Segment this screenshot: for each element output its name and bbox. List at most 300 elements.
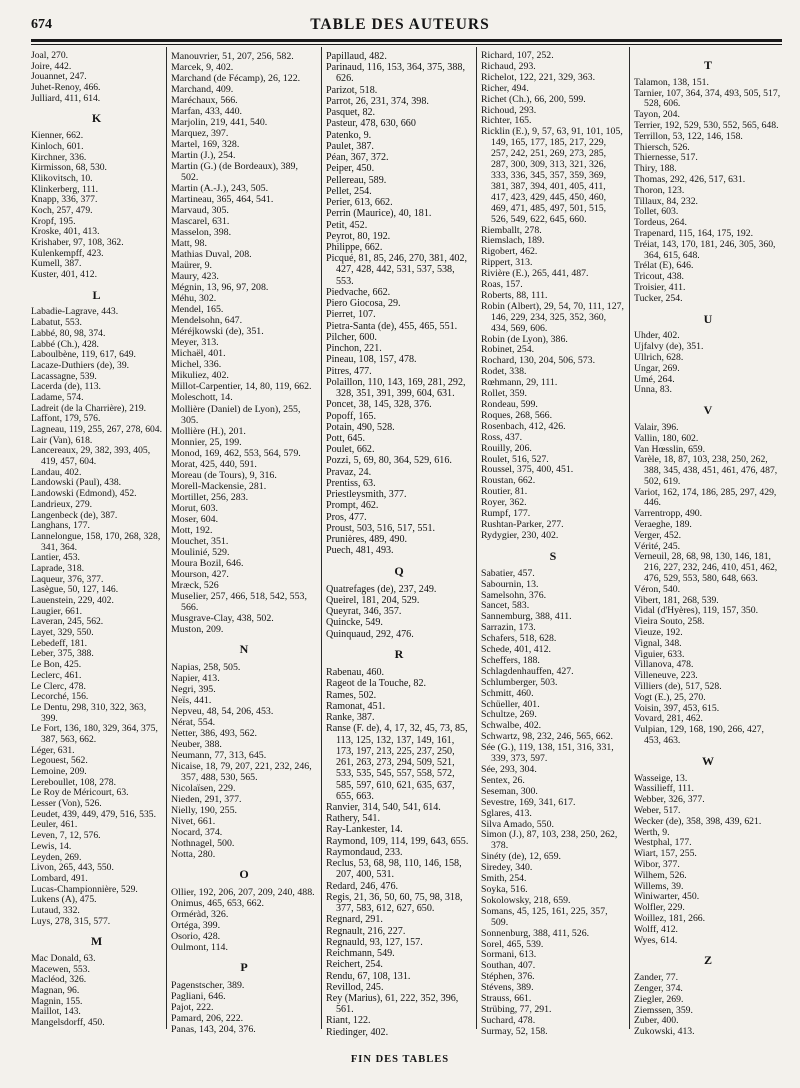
author-entry: Papillaud, 482. [326,51,387,62]
index-column-4 [481,51,625,1038]
author-entry: Monod, 169, 462, 553, 564, 579. [171,447,301,459]
author-entry: Pinchon, 221. [326,343,382,355]
author-entry: Pietra-Santa (de), 455, 465, 551. [326,320,458,332]
author-entry: Marquez, 397. [171,128,229,140]
author-entry: Nepveu, 48, 54, 206, 453. [171,705,274,717]
author-entry: Vieira Souto, 258. [634,616,705,628]
author-entry: Mac Donald, 63. [31,953,96,964]
footer-end-of-tables: FIN DES TABLES [350,1054,450,1065]
author-entry: Rumpf, 177. [481,508,531,520]
author-entry: Macléod, 326. [31,974,87,986]
author-entry: Lucas-Championnière, 529. [31,883,138,895]
author-entry: Laugier, 661. [31,605,83,617]
author-entry: Pravaz, 24. [326,466,372,478]
author-entry: Landowski (Paul), 438. [31,477,122,489]
author-entry: Layet, 329, 550. [31,627,94,639]
author-entry: Nothnagel, 500. [171,838,235,850]
author-entry: Kienner, 662. [31,130,84,142]
author-entry: Schüeller, 401. [481,698,540,710]
author-entry: Zander, 77. [634,972,678,984]
author-entry: Petit, 452. [326,219,368,231]
author-entry: Magnin, 155. [31,995,83,1007]
author-entry: Sinéty (de), 12, 659. [481,851,561,863]
author-entry: Moser, 604. [171,513,219,525]
author-entry: Musgrave-Clay, 438, 502. [171,612,274,624]
author-entry: Robinet, 254. [481,344,535,356]
author-entry: Kuster, 401, 412. [31,269,97,281]
author-entry: Rondeau, 599. [481,399,538,410]
author-entry: Sabournin, 13. [481,578,539,590]
author-entry: Sokolowsky, 218, 659. [481,894,571,906]
author-entry: Queirel, 181, 204, 529. [326,595,420,607]
author-entry: Ullrich, 628. [634,351,684,363]
author-entry: Rœhmann, 29, 111. [481,377,558,389]
author-entry: Mollière (Daniel) de Lyon), 255, 305. [171,403,301,426]
author-entry: Roberts, 88, 111. [481,289,548,301]
author-entry: Krishaber, 97, 108, 362. [31,237,124,248]
author-entry: Suchard, 478. [481,1014,536,1026]
author-entry: Roulet, 516, 527. [481,453,549,465]
author-entry: Onimus, 465, 653, 662. [171,898,264,910]
author-entry: Siredey, 340. [481,862,533,874]
author-entry: Reichmann, 549. [326,948,395,960]
author-entry: Labbé, 80, 98, 374. [31,327,106,339]
author-entry: Labbé (Ch.), 428. [31,338,99,350]
author-entry: Puech, 481, 493. [326,545,394,557]
author-entry: Royer, 362. [481,497,527,509]
author-entry: Millot-Carpentier, 14, 80, 119, 662. [171,381,312,393]
author-entry: Kumell, 387. [31,258,82,270]
author-entry: Perrin (Maurice), 40, 181. [326,208,432,220]
author-entry: Ross, 437. [481,431,523,443]
author-entry: Richaud, 293. [481,60,536,72]
author-entry: Trélat (E), 646. [634,260,694,272]
author-entry: Ricklin (E.), 9, 57, 63, 91, 101, 105, 149, 165, 177, 185, 217, 229, 257, 242, 251, 269, 273, 285, 287, 300, 309, 313, 321, 326, 333, 336, 345, 357, 359, 369, 381, 387, 394, 401, 405, 411, 417, 423, 429, 445, 450, 460, 469, 471, 485, 497, 501, 515, 526, 549, 622, 645, 660. [481,126,623,225]
author-entry: Parinaud, 116, 153, 364, 375, 388, 626. [326,62,465,85]
author-entry: Umé, 264. [634,373,675,385]
author-entry: Michel, 336. [171,359,222,371]
author-entry: Schmitt, 460. [481,687,534,699]
author-entry: Sonnenburg, 388, 411, 526. [481,927,590,939]
page-number: 674 [31,17,52,32]
author-entry: Robin (de Lyon), 386. [481,333,568,345]
author-entry: Legouest, 562. [31,755,88,767]
author-entry: Kirchner, 336. [31,151,87,163]
author-entry: Neumann, 77, 313, 645. [171,749,267,761]
author-entry: Vignal, 348. [634,637,682,649]
author-entry: Ziegler, 269. [634,993,684,1005]
author-entry: Leclerc, 461. [31,669,82,681]
author-entry: Rouilly, 206. [481,442,532,454]
author-entry: Juhet-Renoy, 466. [31,82,101,94]
author-entry: Netter, 386, 493, 562. [171,727,257,739]
author-entry: Valair, 396. [634,421,679,433]
author-entry: Thomas, 292, 426, 517, 631. [634,173,746,185]
author-entry: Mathias Duval, 208. [171,249,252,261]
author-entry: Raymondaud, 233. [326,846,403,858]
author-entry: Leyden, 269. [31,851,82,863]
author-entry: Samelsohn, 376. [481,589,547,601]
author-entry: Pasquet, 82. [326,107,376,119]
author-entry: Lacaze-Duthiers (de), 39. [31,359,130,371]
author-entry: Terrillon, 53, 122, 146, 158. [634,130,743,142]
author-entry: Leber, 375, 388. [31,648,94,660]
author-entry: Le Bon, 425. [31,659,82,671]
author-entry: Notta, 280. [171,849,216,861]
section-letter: L [92,287,101,302]
author-entry: Macewen, 553. [31,963,90,975]
author-entry: Rollet, 359. [481,388,527,400]
author-entry: Viguier, 633. [634,648,685,660]
author-entry: Trapenard, 115, 164, 175, 192. [634,227,754,239]
author-entry: Napier, 413. [171,672,220,684]
author-entry: Vovard, 281, 462. [634,713,703,725]
author-entry: Mræck, 526 [171,579,219,591]
author-entry: Quinquaud, 292, 476. [326,628,414,640]
author-entry: Joire, 442. [31,60,72,72]
author-entry: Schultze, 269. [481,709,537,721]
author-entry: Neuber, 388. [171,738,222,750]
author-entry: Wiart, 157, 255. [634,848,697,860]
author-entry: Meyer, 313. [171,337,219,349]
author-entry: Philippe, 662. [326,241,383,253]
author-entry: Schlumberger, 503. [481,676,558,688]
author-entry: Lagneau, 119, 255, 267, 278, 604. [31,424,163,435]
author-entry: Marcek, 9, 402. [171,62,234,74]
author-entry: Orméràd, 326. [171,909,229,921]
author-entry: Julliard, 411, 614. [31,92,101,104]
author-entry: Pellereau, 589. [326,174,387,186]
author-entry: Peiper, 450. [326,163,375,175]
author-entry: Regnauld, 93, 127, 157. [326,936,423,948]
author-entry: Redard, 246, 476. [326,880,399,892]
author-entry: Smith, 254. [481,873,527,885]
author-entry: Winiwarter, 450. [634,891,700,903]
author-entry: Richoud, 293. [481,104,537,116]
author-entry: Le Fort, 136, 180, 329, 364, 375, 387, 563, 662. [31,723,158,745]
author-entry: Tricout, 438. [634,271,684,283]
author-entry: Sée, 293, 304. [481,764,537,775]
author-entry: Tucker, 254. [634,292,683,304]
author-entry: Tollet, 603. [634,206,679,218]
author-entry: Voisin, 397, 453, 615. [634,702,720,714]
author-entry: Vérité, 245. [634,540,681,552]
author-entry: Labadie-Lagrave, 443. [31,306,119,318]
author-entry: Villeneuve, 223. [634,670,698,682]
author-entry: Ramonat, 451. [326,700,386,712]
author-entry: Richelot, 122, 221, 329, 363. [481,71,596,83]
author-entry: Schafers, 518, 628. [481,633,557,645]
author-entry: Mascarel, 631. [171,216,230,228]
author-entry: Varèle, 18, 87, 103, 238, 250, 262, 388, 345, 438, 451, 461, 476, 487, 502, 619. [634,454,778,487]
author-entry: Sannemburg, 388, 411. [481,611,572,623]
author-entry: Laffont, 179, 576. [31,413,101,425]
author-entry: Moulinié, 529. [171,546,230,558]
author-entry: Vogt (E.), 25, 270. [634,691,706,703]
author-entry: Le Dentu, 298, 310, 322, 363, 399. [31,701,147,724]
author-entry: Marvaud, 305. [171,205,229,217]
author-entry: Seseman, 300. [481,785,538,797]
author-entry: Richter, 165. [481,115,532,127]
author-entry: Rippert, 313. [481,257,533,269]
author-entry: Wassilieff, 111. [634,783,694,795]
author-entry: Vibert, 181, 268, 539. [634,594,719,606]
author-entry: Silva Amado, 550. [481,818,554,830]
author-entry: Lukens (A), 475. [31,894,97,906]
index-column-1 [31,51,162,1029]
author-entry: Sentex, 26. [481,774,525,786]
author-entry: Moreau (de Tours), 9, 316. [171,469,277,481]
author-entry: Zukowski, 413. [634,1026,695,1038]
author-entry: Maillot, 143. [31,1006,81,1018]
author-entry: Patenko, 9. [326,129,372,141]
author-entry: Southan, 407. [481,960,536,972]
column-divider [321,47,322,1029]
author-entry: Parizot, 518. [326,84,378,96]
page-title: TABLE DES AUTEURS [310,16,490,33]
column-divider [476,47,477,1029]
author-entry: Popoff, 165. [326,410,377,422]
author-entry: Labatut, 553. [31,317,82,329]
author-entry: Verger, 452. [634,529,682,541]
author-entry: Varrentropp, 490. [634,508,703,520]
author-entry: Pros, 477. [326,511,367,523]
author-entry: Simon (J.), 87, 103, 238, 250, 262, 378. [481,829,618,852]
author-entry: Roustan, 662. [481,475,536,487]
author-entry: Leuler, 461. [31,819,78,831]
author-entry: Osorio, 428. [171,931,221,943]
author-entry: Sorel, 465, 539. [481,938,544,950]
author-entry: Nicolaïsen, 229. [171,783,236,795]
author-entry: Rames, 502. [326,689,377,701]
author-entry: Péan, 367, 372. [326,152,389,164]
author-entry: Lereboullet, 108, 278. [31,776,116,788]
author-entry: Pierret, 107. [326,309,376,321]
author-entry: Tordeus, 264. [634,217,687,229]
author-entry: Napias, 258, 505. [171,661,241,673]
author-entry: Rabenau, 460. [326,667,385,679]
author-entry: Sevestre, 169, 341, 617. [481,796,576,808]
author-entry: Panas, 143, 204, 376. [171,1024,256,1036]
author-entry: Tarnier, 107, 364, 374, 493, 505, 517, 528, 606. [634,87,781,110]
author-entry: Nieden, 291, 377. [171,794,242,806]
author-entry: Martineau, 365, 464, 541. [171,194,274,206]
author-entry: Sglares, 413. [481,807,532,819]
author-entry: Rageot de la Touche, 82. [326,678,427,690]
author-entry: Martel, 169, 328. [171,139,240,151]
author-entry: Ranvier, 314, 540, 541, 614. [326,802,441,813]
author-entry: Willems, 39. [634,880,684,892]
author-entry: Regnard, 291. [326,914,383,926]
author-entry: Masselon, 398. [171,227,232,239]
author-entry: Poncet, 38, 145, 328, 376. [326,399,432,411]
author-entry: Muston, 209. [171,623,224,635]
author-entry: Richer, 494. [481,82,529,94]
author-entry: Sormani, 613. [481,949,537,961]
author-entry: Regis, 21, 36, 50, 60, 75, 98, 318, 377, 583, 612, 627, 650. [326,891,463,915]
author-entry: Pott, 645. [326,432,365,444]
author-entry: Terrier, 192, 529, 530, 552, 565, 648. [634,119,779,131]
author-entry: Ladame, 574. [31,391,84,403]
column-divider [166,47,167,1029]
author-entry: Vieuze, 192. [634,627,683,639]
author-entry: Laqueur, 376, 377. [31,573,104,585]
author-entry: Lewis, 14. [31,840,72,852]
author-entry: Knapp, 336, 377. [31,194,98,206]
author-entry: Sarrazin, 173. [481,622,536,634]
author-entry: Kroske, 401, 413. [31,226,100,238]
author-entry: Leven, 7, 12, 576. [31,830,101,842]
author-entry: Lutaud, 332. [31,904,80,916]
author-entry: Revillod, 245. [326,981,384,993]
author-entry: Lantier, 453. [31,552,80,564]
author-entry: Rydygier, 230, 402. [481,529,559,541]
author-entry: Van Hœsslin, 659. [634,443,706,455]
section-letter: T [703,58,712,72]
author-entry: Regnault, 216, 227. [326,925,406,937]
author-entry: Landrieux, 279. [31,498,93,510]
author-entry: Martin (G.) (de Bordeaux), 389, 502. [171,161,298,184]
author-entry: Lacassagne, 539. [31,370,97,382]
author-entry: Rochard, 130, 204, 506, 573. [481,355,596,367]
author-entry: Webber, 326, 377. [634,794,705,806]
author-entry: Nérat, 554. [171,716,216,728]
author-entry: Mortillet, 256, 283. [171,491,249,503]
author-entry: Lesser (Von), 526. [31,798,102,810]
author-entry: Martin (J.), 254. [171,150,236,162]
header-rule-thin [31,44,782,45]
author-entry: Méhu, 302. [171,293,217,305]
author-entry: Westphal, 177. [634,837,692,849]
author-entry: Michaël, 401. [171,348,226,360]
author-entry: Sancet, 583. [481,600,530,612]
author-entry: Prunières, 489, 490. [326,534,408,546]
author-entry: Quatrefages (de), 237, 249. [326,583,437,595]
author-entry: Thiry, 188. [634,163,677,175]
author-entry: Lauenstein, 229, 402. [31,595,114,606]
author-entry: Laveran, 245, 562. [31,616,104,628]
author-entry: Poulet, 662. [326,444,375,456]
author-entry: Schede, 401, 412. [481,644,551,656]
author-entry: Thoron, 123. [634,184,685,196]
author-entry: Nicaise, 18, 79, 207, 221, 232, 246, 357, 488, 530, 565. [171,760,312,783]
author-entry: Lancereaux, 29, 382, 393, 405, 419, 457, 604. [31,445,151,468]
author-entry: Pamard, 206, 222. [171,1013,244,1025]
author-entry: Magnan, 96. [31,985,80,997]
author-entry: Ladreit (de la Charrière), 219. [31,402,147,414]
index-column-5 [634,51,782,1038]
author-entry: Nielly, 190, 255. [171,805,238,817]
author-entry: Rey (Marius), 61, 222, 352, 396, 561. [326,992,459,1016]
author-entry: Laboulbène, 119, 617, 649. [31,349,136,361]
author-entry: Piero Giocosa, 29. [326,298,401,310]
index-column-2 [171,51,317,1035]
author-entry: Neïs, 441. [171,694,212,706]
author-entry: Polaillon, 110, 143, 169, 281, 292, 328, 351, 391, 399, 604, 631. [326,376,466,400]
author-entry: Langhans, 177. [31,520,90,532]
author-entry: Queyrat, 346, 357. [326,606,402,618]
author-entry: Oulmont, 114. [171,942,228,954]
author-entry: Moura Bozil, 646. [171,557,244,569]
index-column-3 [326,51,472,1038]
author-entry: Ujfalvy (de), 351. [634,341,704,353]
section-letter: K [91,111,102,126]
author-entry: Mangelsdorff, 450. [31,1017,105,1029]
author-entry: Werth, 9. [634,826,670,838]
author-entry: Proust, 503, 516, 517, 551. [326,522,436,534]
author-entry: Schwalbe, 402. [481,720,542,732]
author-entry: Moleschott, 14. [171,392,233,404]
author-entry: Mikuliez, 402. [171,370,229,382]
author-entry: Léger, 631. [31,744,75,756]
section-letter: M [90,934,103,949]
author-entry: Mégnin, 13, 96, 97, 208. [171,282,269,294]
author-entry: Klinkerberg, 111. [31,183,99,195]
author-entry: Picqué, 81, 85, 246, 270, 381, 402, 427, 428, 442, 531, 537, 538, 553. [326,253,468,287]
author-entry: Thiersch, 526. [634,141,690,153]
author-entry: Quincke, 549. [326,617,383,629]
author-entry: Mendel, 165. [171,304,224,316]
author-entry: Pineau, 108, 157, 478. [326,354,417,366]
author-entry: Richard, 107, 252. [481,50,554,61]
author-entry: Stévens, 389. [481,982,534,994]
author-entry: Roas, 157. [481,279,523,291]
author-entry: Wasseige, 13. [634,772,688,784]
author-entry: Lannelongue, 158, 170, 268, 328, 341, 364. [31,530,161,553]
author-entry: Monnier, 25, 199. [171,436,242,448]
author-entry: Priestleysmith, 377. [326,489,407,501]
author-entry: Rigobert, 462. [481,246,538,258]
author-entry: Paulet, 387. [326,140,374,152]
author-entry: Lombard, 491. [31,872,88,884]
author-entry: Morell-Mackensie, 281. [171,480,267,492]
author-entry: Pilcher, 600. [326,331,377,343]
author-entry: Luys, 278, 315, 577. [31,915,111,927]
author-entry: Manouvrier, 51, 207, 256, 582. [171,51,294,62]
author-entry: Mourson, 427. [171,568,229,580]
column-divider [629,47,630,1029]
author-entry: Morut, 603. [171,502,218,514]
author-entry: Pajot, 222. [171,1002,214,1014]
author-entry: Rosenbach, 412, 426. [481,420,566,432]
author-entry: Maréchaux, 566. [171,95,238,107]
author-entry: Landau, 402. [31,466,82,478]
author-entry: Wecker (de), 358, 398, 439, 621. [634,815,762,827]
author-entry: Rivière (E.), 265, 441, 487. [481,268,589,280]
author-entry: Wolff, 412. [634,923,678,935]
author-entry: Scheffers, 188. [481,654,540,666]
author-entry: Tayon, 204. [634,109,680,121]
author-entry: Surmay, 52, 158. [481,1025,548,1037]
author-entry: Rathery, 541. [326,813,381,825]
author-entry: Riant, 122. [326,1015,371,1027]
author-entry: Marjolin, 219, 441, 540. [171,117,268,129]
section-letter: O [239,867,249,882]
author-entry: Ungar, 269. [634,362,680,374]
author-entry: Prentiss, 63. [326,477,376,489]
author-entry: Woillez, 181, 266. [634,912,706,924]
author-entry: Roques, 268, 566. [481,409,553,421]
author-entry: Parrot, 26, 231, 374, 398. [326,95,429,107]
author-entry: Routier, 81. [481,486,528,498]
author-entry: Martin (A.-J.), 243, 505. [171,183,269,195]
author-entry: Klikovitsch, 10. [31,172,93,184]
author-entry: Villanova, 478. [634,659,694,671]
author-entry: Variot, 162, 174, 186, 285, 297, 429, 446. [634,486,777,509]
author-entry: Vulpian, 129, 168, 190, 266, 427, 453, 463. [634,724,764,747]
author-entry: Strübing, 77, 291. [481,1003,552,1015]
author-entry: Wilhem, 526. [634,869,687,881]
